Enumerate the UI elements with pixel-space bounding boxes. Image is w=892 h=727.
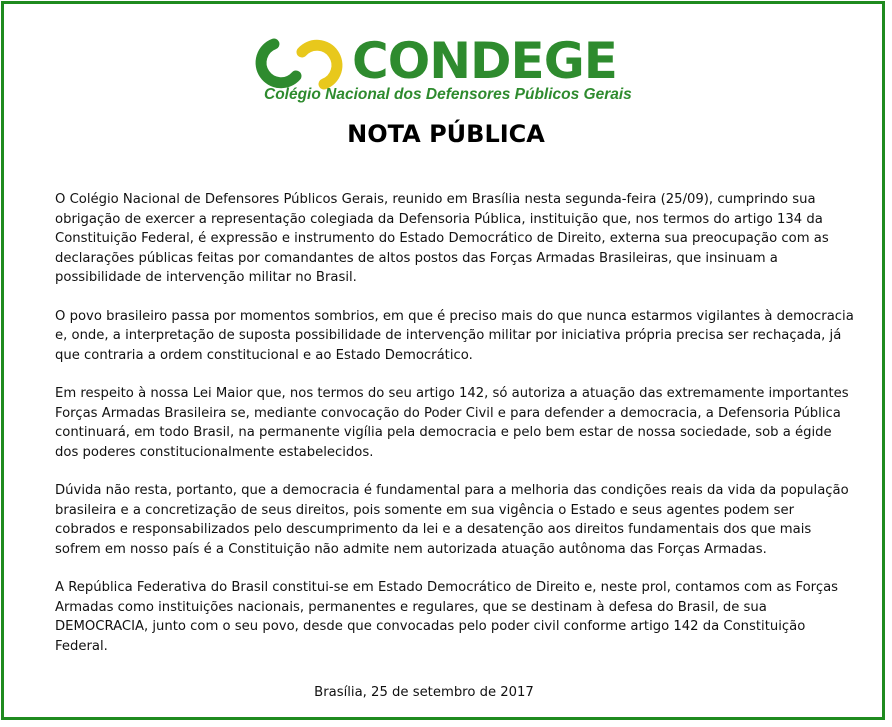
page-title: NOTA PÚBLICA: [347, 120, 545, 148]
paragraph: Em respeito à nossa Lei Maior que, nos termos do seu artigo 142, só autoriza a atuação das extremamente importantes Forças Armadas Brasileira se, mediante convocação do Poder Civil e para defender a democracia, a Defensoria Pública continuará, em todo Brasil, na permanente vigília pela democracia e pelo bem estar de nossa sociedade, sob a égide dos poderes constitucionalmente estabelecidos.: [55, 386, 849, 460]
condege-logo: [244, 30, 632, 110]
document-body: [55, 190, 855, 675]
paragraph: O povo brasileiro passa por momentos sombrios, em que é preciso mais do que nunca estarmos vigilantes à democracia e, onde, a interpretação de suposta possibilidade de intervenção militar por iniciativa própria precisa ser rechaçada, já que contraria a ordem constitucional e ao Estado Democrático.: [55, 308, 854, 363]
paragraph: O Colégio Nacional de Defensores Públicos Gerais, reunido em Brasília nesta segunda-feira (25/09), cumprindo sua obrigação de exercer a representação colegiada da Defensoria Pública, instituição que, nos termos do artigo 134 da Constituição Federal, é expressão e instrumento do Estado Democrático de Direito, externa sua preocupação com as declarações públicas feitas por comandantes de altos postos das Forças Armadas Brasileiras, que insinuam a possibilidade de intervenção militar no Brasil.: [55, 192, 829, 285]
document-frame: [1, 1, 885, 720]
logo-subtitle: Colégio Nacional dos Defensores Públicos Gerais: [264, 86, 632, 103]
date-line: Brasília, 25 de setembro de 2017: [314, 685, 534, 700]
paragraph: A República Federativa do Brasil constitui-se em Estado Democrático de Direito e, neste prol, contamos com as Forças Armadas como instituições nacionais, permanentes e regulares, que se destinam à defesa do Brasil, de sua DEMOCRACIA, junto com o seu povo, desde que convocadas pelo poder civil conforme artigo 142 da Constituição Federal.: [55, 580, 839, 654]
infinity-logo-icon: [244, 36, 354, 92]
paragraph: Dúvida não resta, portanto, que a democracia é fundamental para a melhoria das condições reais da vida da população brasileira e a concretização de seus direitos, pois somente em sua vigência o Estado e seus agentes podem ser cobrados e responsabilizados pelo descumprimento da lei e a desatenção aos direitos fundamentais dos que mais sofrem em nosso país é a Constituição não admite nem autorizada atuação autônoma das Forças Armadas.: [55, 483, 849, 557]
logo-name: CONDEGE: [352, 32, 617, 90]
